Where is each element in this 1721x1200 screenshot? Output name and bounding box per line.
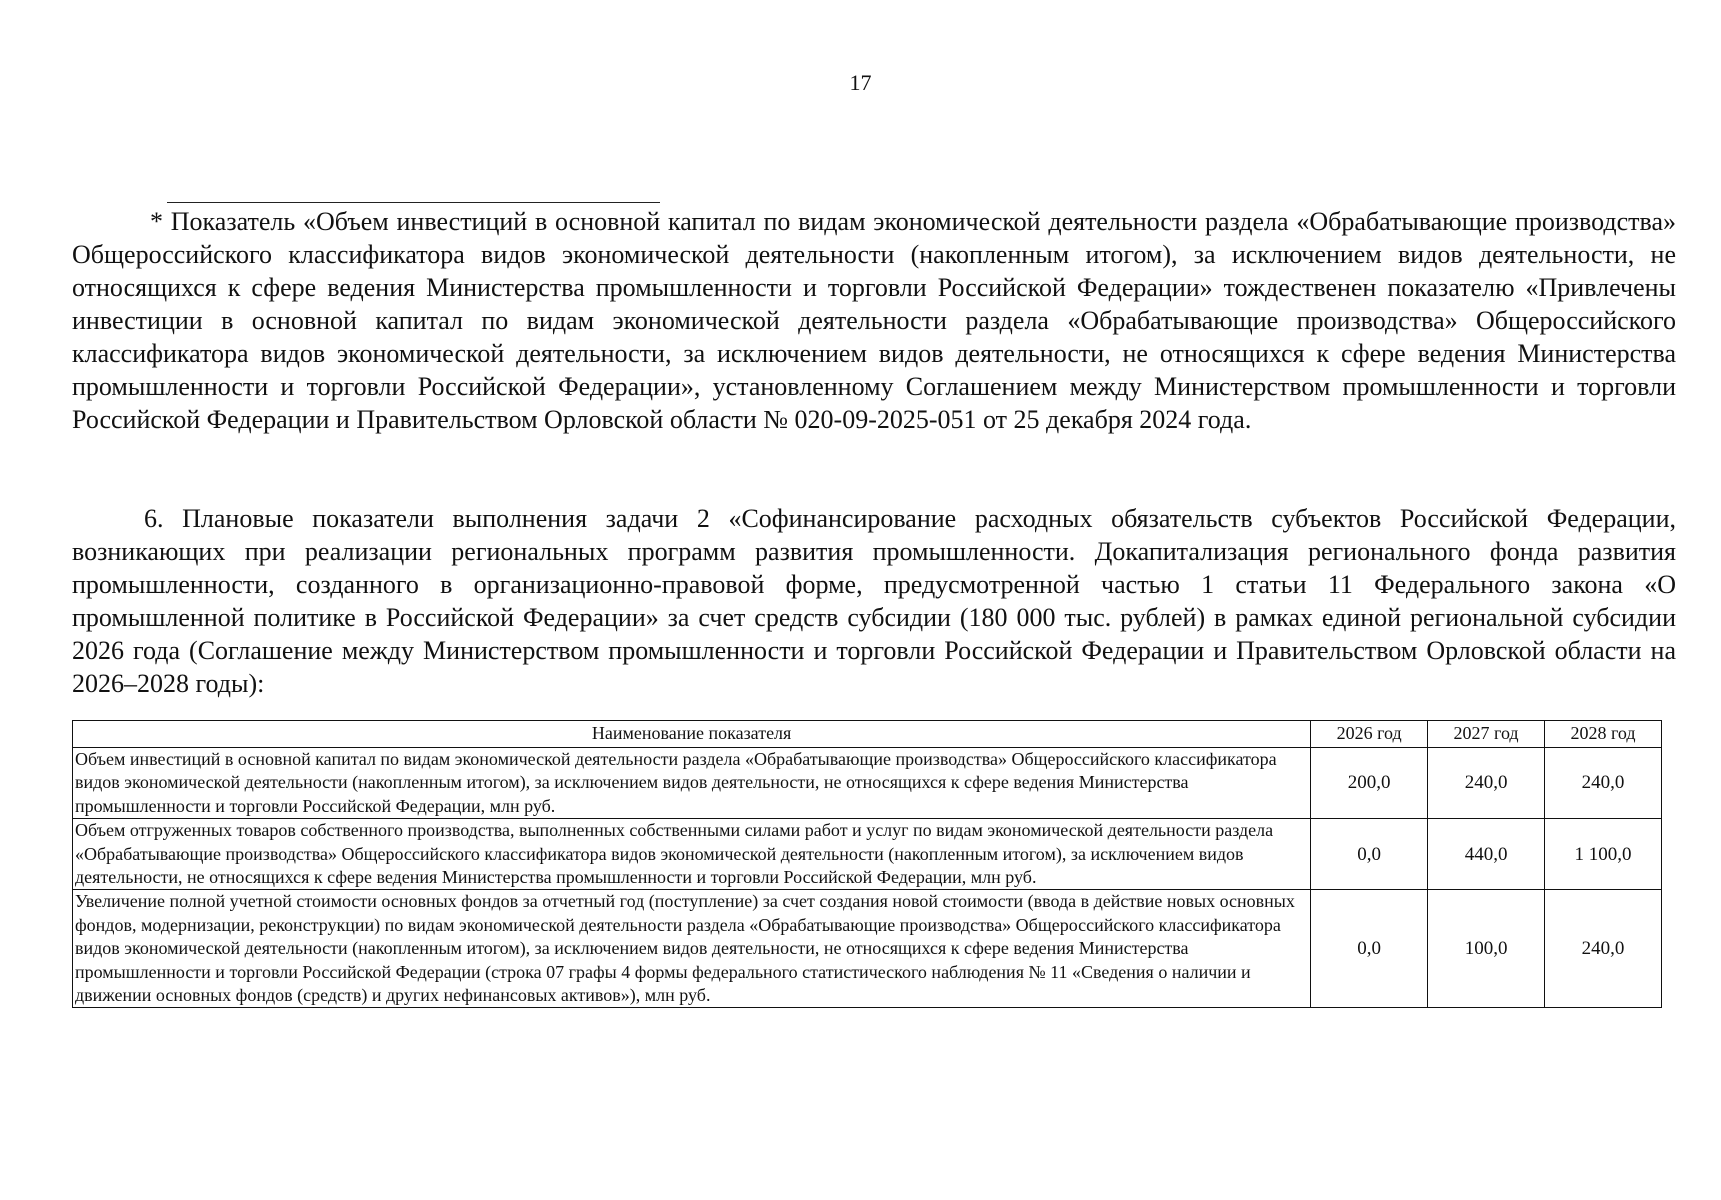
value-2027: 100,0	[1428, 890, 1545, 1008]
table-row	[73, 819, 1662, 890]
header-year-2028: 2028 год	[1545, 721, 1662, 748]
indicator-name: Увеличение полной учетной стоимости основных фондов за отчетный год (поступление) за счет создания новой стоимости (ввода в действие новых основных фондов, модернизации, реконструкции) по видам экономической деятельности раздела «Обрабатывающие производства» Общероссийского классификатора видов экономической деятельности (накопленным итогом), за исключением видов деятельности, не относящихся к сфере ведения Министерства промышленности и торговли Российской Федерации (строка 07 графы 4 формы федерального статистического наблюдения № 11 «Сведения о наличии и движении основных фондов (средств) и других нефинансовых активов»), млн руб.	[73, 890, 1311, 1008]
value-2026: 0,0	[1311, 819, 1428, 890]
value-2026: 0,0	[1311, 890, 1428, 1008]
value-2027: 240,0	[1428, 748, 1545, 819]
page-number: 17	[849, 70, 872, 95]
table-header-row	[73, 721, 1662, 748]
footnote-divider	[167, 202, 660, 203]
value-2028: 240,0	[1545, 748, 1662, 819]
table-row	[73, 890, 1662, 1008]
footnote-text: * Показатель «Объем инвестиций в основной капитал по видам экономической деятельности раздела «Обрабатывающие производства» Общероссийского классификатора видов экономической деятельности (накопленным итогом), за исключением видов деятельности, не относящихся к сфере ведения Министерства промышленности и торговли Российской Федерации» тождественен показателю «Привлечены инвестиции в основной капитал по видам экономической деятельности раздела «Обрабатывающие производства» Общероссийского классификатора видов экономической деятельности, за исключением видов деятельности, не относящихся к сфере ведения Министерства промышленности и торговли Российской Федерации», установленному Соглашением между Министерством промышленности и торговли Российской Федерации и Правительством Орловской области № 020-09-2025-051 от 25 декабря 2024 года.	[72, 207, 1676, 434]
value-2026: 200,0	[1311, 748, 1428, 819]
indicator-name: Объем инвестиций в основной капитал по видам экономической деятельности раздела «Обрабатывающие производства» Общероссийского классификатора видов экономической деятельности (накопленным итогом), за исключением видов деятельности, не относящихся к сфере ведения Министерства промышленности и торговли Российской Федерации, млн руб.	[73, 748, 1311, 819]
section-6-text: 6. Плановые показатели выполнения задачи 2 «Софинансирование расходных обязательств субъектов Российской Федерации, возникающих при реализации региональных программ развития промышленности. Докапитализация регионального фонда развития промышленности, созданного в организационно-правовой форме, предусмотренной частью 1 статьи 11 Федерального закона «О промышленной политике в Российской Федерации» за счет средств субсидии (180 000 тыс. рублей) в рамках единой региональной субсидии 2026 года (Соглашение между Министерством промышленности и торговли Российской Федерации и Правительством Орловской области на 2026–2028 годы):	[72, 504, 1676, 698]
indicator-name: Объем отгруженных товаров собственного производства, выполненных собственными силами работ и услуг по видам экономической деятельности раздела «Обрабатывающие производства» Общероссийского классификатора видов экономической деятельности (накопленным итогом), за исключением видов деятельности, не относящихся к сфере ведения Министерства промышленности и торговли Российской Федерации, млн руб.	[73, 819, 1311, 890]
table-row	[73, 748, 1662, 819]
header-year-2026: 2026 год	[1311, 721, 1428, 748]
header-indicator-name: Наименование показателя	[73, 721, 1311, 748]
indicators-table	[72, 720, 1662, 1008]
value-2028: 240,0	[1545, 890, 1662, 1008]
value-2027: 440,0	[1428, 819, 1545, 890]
value-2028: 1 100,0	[1545, 819, 1662, 890]
header-year-2027: 2027 год	[1428, 721, 1545, 748]
